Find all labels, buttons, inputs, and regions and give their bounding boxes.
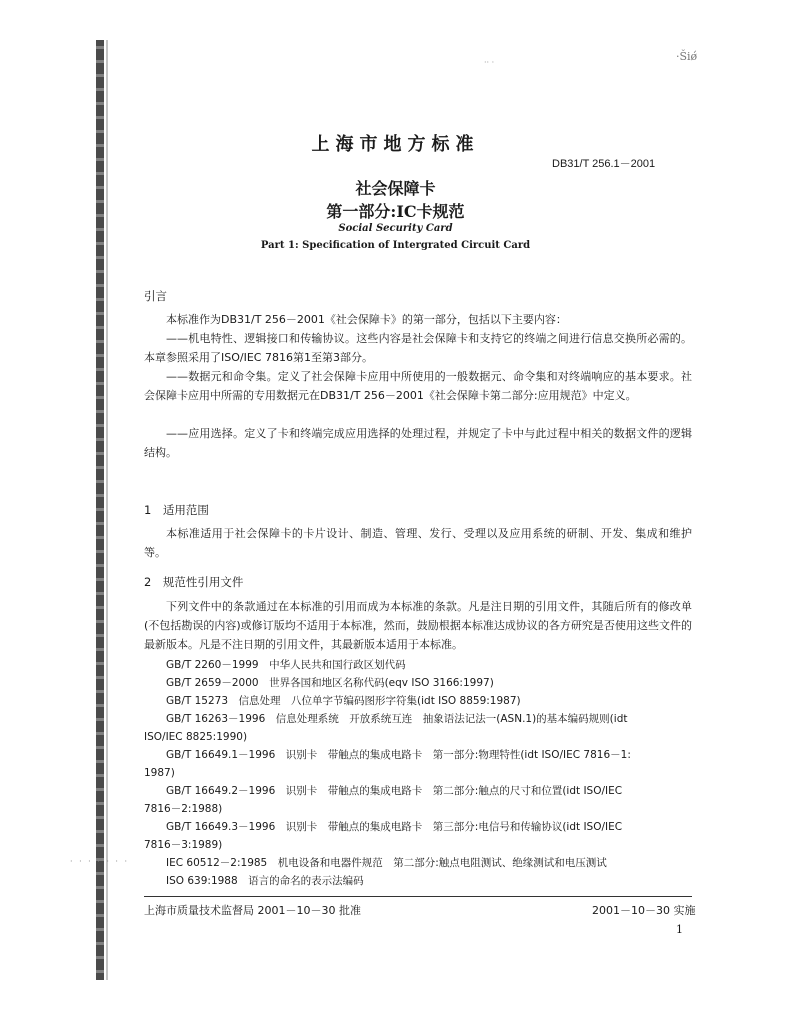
ref-code: GB/T 15273 bbox=[166, 695, 229, 707]
ref-title: 信息处理 八位单字节编码图形字符集(idt ISO 8859:1987) bbox=[238, 695, 521, 707]
reference-item bbox=[144, 746, 692, 782]
reference-item bbox=[144, 872, 692, 890]
section-1-heading: 1 适用范围 bbox=[144, 503, 209, 517]
ref-title: 中华人民共和国行政区划代码 bbox=[269, 659, 406, 671]
ref-code: GB/T 2659－2000 bbox=[166, 677, 259, 689]
title-chinese-part: 第一部分:IC卡规范 bbox=[326, 202, 465, 221]
reference-item bbox=[144, 692, 692, 710]
reference-item bbox=[144, 782, 692, 818]
reference-list bbox=[144, 656, 692, 890]
section-2-heading: 2 规范性引用文件 bbox=[144, 575, 244, 589]
intro-paragraph-3: ——数据元和命令集。定义了社会保障卡应用中所使用的一般数据元、命令集和对终端响应的基本要求。社会保障卡应用中所需的专用数据元在DB31/T 256－2001《社会保障卡第二部分:应用规范》中定义。 bbox=[144, 370, 692, 402]
implementation-date: 2001－10－30 实施 bbox=[592, 904, 696, 917]
ref-title: 识别卡 带触点的集成电路卡 第三部分:电信号和传输协议(idt ISO/IEC bbox=[285, 821, 623, 833]
reference-item bbox=[144, 854, 692, 872]
corner-scribble: ·Šiǿ bbox=[676, 50, 698, 63]
ref-code: GB/T 16263－1996 bbox=[166, 713, 266, 725]
title-chinese-main: 社会保障卡 bbox=[355, 179, 436, 198]
ref-code: IEC 60512－2:1985 bbox=[166, 857, 268, 869]
scan-dots: · · · · · · · bbox=[70, 857, 130, 866]
title-english-part: Part 1: Specification of Intergrated Circuit Card bbox=[260, 240, 531, 251]
ref-continuation: 1987) bbox=[144, 767, 175, 779]
ref-code: GB/T 16649.1－1996 bbox=[166, 749, 276, 761]
reference-item bbox=[144, 818, 692, 854]
intro-paragraph-2: ——机电特性、逻辑接口和传输协议。这些内容是社会保障卡和支持它的终端之间进行信息交换所必需的。本章参照采用了ISO/IEC 7816第1至第3部分。 bbox=[144, 332, 692, 364]
intro-heading: 引言 bbox=[144, 289, 167, 303]
ref-continuation: 7816－2:1988) bbox=[144, 803, 223, 815]
ref-code: ISO 639:1988 bbox=[166, 875, 238, 887]
ref-continuation: 7816－3:1989) bbox=[144, 839, 223, 851]
ref-code: GB/T 16649.3－1996 bbox=[166, 821, 276, 833]
organization-title: 上海市地方标准 bbox=[311, 134, 480, 155]
ref-title: 识别卡 带触点的集成电路卡 第二部分:触点的尺寸和位置(idt ISO/IEC bbox=[285, 785, 623, 797]
intro-paragraph-1: 本标准作为DB31/T 256－2001《社会保障卡》的第一部分，包括以下主要内容： bbox=[166, 313, 567, 326]
ref-continuation: ISO/IEC 8825:1990) bbox=[144, 731, 248, 743]
title-english-main: Social Security Card bbox=[338, 223, 453, 234]
intro-paragraph-4: ——应用选择。定义了卡和终端完成应用选择的处理过程，并规定了卡中与此过程中相关的数据文件的逻辑结构。 bbox=[144, 427, 692, 459]
reference-item bbox=[144, 656, 692, 674]
page-number: 1 bbox=[676, 923, 683, 936]
top-mark: ·· · bbox=[484, 58, 495, 67]
standard-code: DB31/T 256.1－2001 bbox=[552, 158, 656, 170]
approval-note: 上海市质量技术监督局 2001－10－30 批准 bbox=[144, 904, 361, 917]
ref-code: GB/T 2260－1999 bbox=[166, 659, 259, 671]
ref-title: 机电设备和电器件规范 第二部分:触点电阻测试、绝缘测试和电压测试 bbox=[277, 857, 607, 869]
section-1-text: 本标准适用于社会保障卡的卡片设计、制造、管理、发行、受理以及应用系统的研制、开发、集成和维护等。 bbox=[144, 527, 692, 559]
reference-item bbox=[144, 674, 692, 692]
footer-divider bbox=[144, 896, 692, 897]
ref-title: 语言的命名的表示法编码 bbox=[248, 875, 364, 887]
ref-title: 识别卡 带触点的集成电路卡 第一部分:物理特性(idt ISO/IEC 7816－1: bbox=[285, 749, 631, 761]
section-2-text: 下列文件中的条款通过在本标准的引用而成为本标准的条款。凡是注日期的引用文件，其随后所有的修改单(不包括勘误的内容)或修订版均不适用于本标准，然而，鼓励根据本标准达成协议的各方研究是否使用这些文件的最新版本。凡是不注日期的引用文件，其最新版本适用于本标准。 bbox=[144, 600, 692, 651]
ref-code: GB/T 16649.2－1996 bbox=[166, 785, 276, 797]
ref-title: 世界各国和地区名称代码(eqv ISO 3166:1997) bbox=[269, 677, 494, 689]
reference-item bbox=[144, 710, 692, 746]
ref-title: 信息处理系统 开放系统互连 抽象语法记法一(ASN.1)的基本编码规则(idt bbox=[275, 713, 628, 725]
